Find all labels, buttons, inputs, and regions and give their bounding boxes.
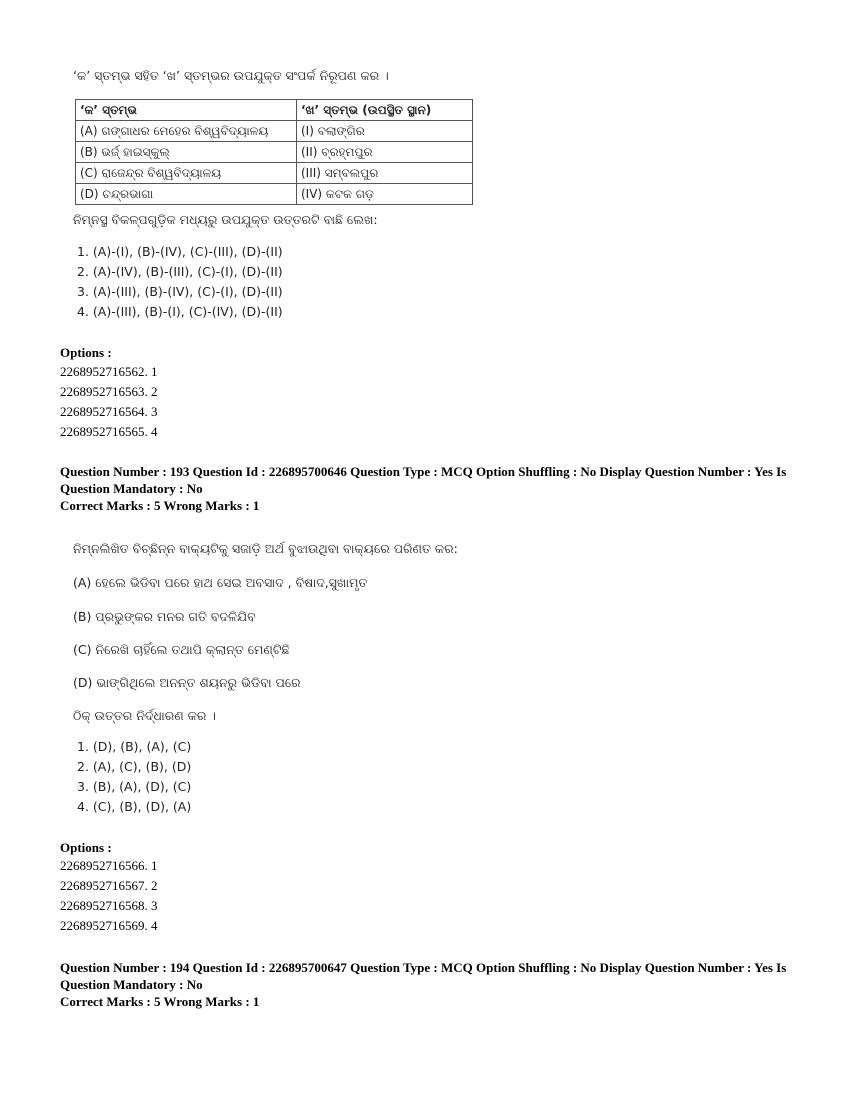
table-header-row [76,100,473,121]
q194-marks: Correct Marks : 5 Wrong Marks : 1 [60,994,260,1009]
q194-meta-line2: Question Mandatory : No [60,977,203,992]
q192-options-label: Options : [60,345,112,360]
option-id: 2268952716564. 3 [60,404,158,419]
q193-statement: (B) ପ୍ରଭୁଙ୍କର ମନର ଗତି ବଦଳିଯିବ [73,609,256,624]
q194-meta-line1: Question Number : 194 Question Id : 226895700647 Question Type : MCQ Option Shuffling : No Display Question Number : Yes Is [60,960,787,975]
table-row [76,163,473,184]
choice-item: 1. (A)-(I), (B)-(IV), (C)-(III), (D)-(II) [77,244,283,259]
option-id: 2268952716567. 2 [60,878,158,893]
option-id: 2268952716562. 1 [60,364,158,379]
table-cell: (B) ଭର୍ଜ୍ ହାଇସ୍କୁଲ୍ [76,142,297,163]
q193-statement: (C) ନିରେଖି ଚାହିଁଲେ ତଥାପି କ୍ଲାନ୍ତ ମେଣ୍ଟିଛି [73,642,290,657]
option-id: 2268952716569. 4 [60,918,158,933]
table-cell: (A) ଗଙ୍ଗାଧର ମେହେର ବିଶ୍ୱବିଦ୍ୟାଳୟ [76,121,297,142]
choice-item: 4. (A)-(III), (B)-(I), (C)-(IV), (D)-(II) [77,304,283,319]
choice-item: 3. (B), (A), (D), (C) [77,779,192,794]
table-cell: (D) ଚନ୍ଦ୍ରଭାଗା [76,184,297,205]
choice-item: 2. (A)-(IV), (B)-(III), (C)-(I), (D)-(II) [77,264,283,279]
q193-options-label: Options : [60,840,112,855]
q193-instruction: ନିମ୍ନଲିଖିତ ବିଚ୍ଛିନ୍ନ ବାକ୍ୟଟିକୁ ସଜାଡ଼ି ଅର୍ଥ ବୁଝାଉଥିବା ବାକ୍ୟରେ ପରିଣତ କର: [73,541,458,556]
table-row [76,184,473,205]
table-row [76,121,473,142]
table-cell: (I) ବଲାଙ୍ଗିର [297,121,473,142]
choice-item: 4. (C), (B), (D), (A) [77,799,192,814]
q193-meta-line1: Question Number : 193 Question Id : 226895700646 Question Type : MCQ Option Shuffling : No Display Question Number : Yes Is [60,464,787,479]
option-id: 2268952716568. 3 [60,898,158,913]
table-cell: (II) ବ୍ରହ୍ମପୁର [297,142,473,163]
q193-statement: (A) ହେଲେ ଭିଡିବା ପରେ ହାଥ ସେଇ ଅବସାଦ , ବିଷାଦ,ସୁଖାମୃତ [73,575,368,590]
q193-option-ids [60,856,158,936]
table-cell: (IV) କଟକ ଗଡ଼ [297,184,473,205]
q193-choice-list [77,737,191,817]
table-row [76,142,473,163]
table-header-cell: ‘ଖ’ ସ୍ତମ୍ଭ (ଉପସ୍ଥିତ ସ୍ଥାନ) [297,100,473,121]
q193-meta-line2: Question Mandatory : No [60,481,203,496]
q192-choice-list [77,242,283,322]
table-cell: (C) ରାଜେନ୍ଦ୍ର ବିଶ୍ୱବିଦ୍ୟାଳୟ [76,163,297,184]
option-id: 2268952716565. 4 [60,424,158,439]
choice-item: 3. (A)-(III), (B)-(IV), (C)-(I), (D)-(II) [77,284,283,299]
option-id: 2268952716566. 1 [60,858,158,873]
q193-prompt: ଠିକ୍ ଉତ୍ତର ନିର୍ଦ୍ଧାରଣ କର । [73,708,216,723]
table-cell: (III) ସମ୍ବଲପୁର [297,163,473,184]
q192-instruction: ‘କ’ ସ୍ତମ୍ଭ ସହିତ ‘ଖ’ ସ୍ତମ୍ଭର ଉପଯୁକ୍ତ ସଂପର୍କ ନିରୂପଣ କର । [73,68,389,83]
choice-item: 2. (A), (C), (B), (D) [77,759,192,774]
q192-prompt: ନିମ୍ନସ୍ଥ ବିକଳ୍ପଗୁଡ଼ିକ ମଧ୍ୟରୁ ଉପଯୁକ୍ତ ଉତ୍ତରଟି ବାଛି ଲେଖ: [73,212,378,227]
q192-option-ids [60,362,158,442]
table-header-cell: ‘କ’ ସ୍ତମ୍ଭ [76,100,297,121]
q193-statement: (D) ଭାଙ୍ଗିଥିଲେ ଅନନ୍ତ ଶୟନରୁ ଭିଡିବା ପରେ [73,675,301,690]
choice-item: 1. (D), (B), (A), (C) [77,739,192,754]
option-id: 2268952716563. 2 [60,384,158,399]
q192-match-table [75,99,473,205]
q193-marks: Correct Marks : 5 Wrong Marks : 1 [60,498,260,513]
